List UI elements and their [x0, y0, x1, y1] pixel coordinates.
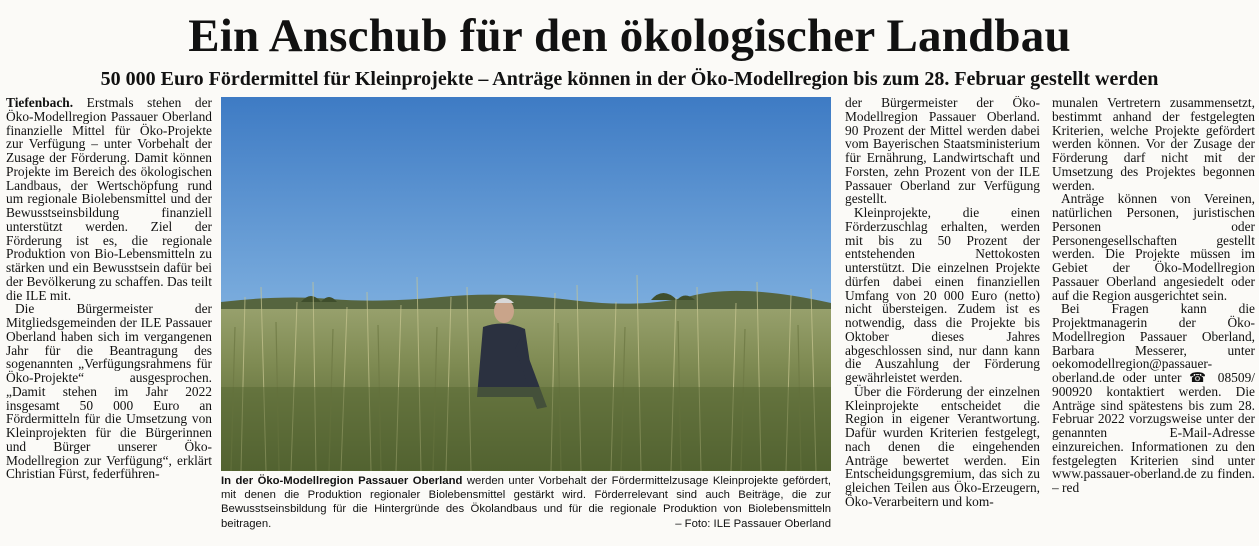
paragraph: Über die Förderung der einzelnen Kleinprojekte entscheidet die Region in eigener Verantwortung. Dafür wurden Kriterien festgelegt, nach denen die eingehenden Anträge bewertet werden. Ein Entscheidungsgremium, das sich zu gleichen Teilen aus Öko-Erzeugern, Öko-Verarbeitern und kom- — [845, 383, 1040, 509]
paragraph: Kleinprojekte, die einen Förderzuschlag erhalten, werden mit bis zu 50 Prozent der entstehenden Nettokosten unterstützt. Die einzelnen Projekte dürfen dabei einen finanziellen Umfang von 20 000 Euro (netto) nicht übersteigen. Zudem ist es notwendig, dass die Projekte bis Oktober dieses Jahres abgeschlossen sind, nur dann kann die Auszahlung der Förderung gewährleistet werden. — [845, 205, 1040, 385]
caption-lead: In der Öko-Modellregion Passauer Oberland — [221, 475, 463, 487]
grain-field-photo — [221, 97, 831, 471]
paragraph: Die Bürgermeister der Mitgliedsgemeinden der ILE Passauer Oberland haben sich im vergangenen Jahr für die Beantragung des sogenannten „Verfügungsrahmens für Öko-Projekte“ ausgesprochen. „Damit stehen im Jahr 2022 insgesamt 50 000 Euro an Fördermitteln für die Umsetzung von Kleinprojekten für die Bürgerinnen und Bürger unserer Öko-Modellregion zur Verfügung“, erklärt Christian Fürst, federführen- — [6, 301, 212, 482]
text-column-4 — [1052, 96, 1255, 546]
article-photo — [221, 97, 831, 471]
caption-text: werden unter Vorbehalt der Fördermittelzusage Kleinprojekte gefördert, mit denen die Produktion regionaler Biolebensmittel gestärkt wird. Förderrelevant sind auch Beiträge, die zur Bewusstseinsbildung für die Hintergründe des Ökolandbaus und für die regionale Produktion von Biolebensmitteln beitragen. — [221, 475, 831, 530]
paragraph — [6, 96, 212, 302]
text-column-1 — [6, 96, 212, 546]
subheadline: 50 000 Euro Fördermittel für Kleinprojekte – Anträge können in der Öko-Modellregion bis zum 28. Februar gestellt werden — [100, 68, 1159, 90]
paragraph — [1052, 302, 1255, 495]
photo-caption — [221, 474, 831, 544]
paragraph: munalen Vertretern zusammensetzt, bestimmt anhand der festgelegten Kriterien, welche Projekte gefördert werden können. Vor der Zusage der Förderung darf nicht mit der Umsetzung des Projektes begonnen werden. — [1052, 96, 1255, 193]
paragraph-text: Bei Fragen kann die Projektmanagerin der Öko-Modellregion Passauer Oberland, Barbara Messerer, unter oekomodellregion@passauer-oberland.de oder unter ☎ 08509/ 900920 kontaktiert werden. Die Anträge sind spätestens bis zum 28. Februar 2022 vorzugsweise unter der genannten E-Mail-Adresse einzureichen. Informationen zu den festgelegten Kriterien sind unter www.passauer-oberland.de zu finden. — [1052, 301, 1255, 482]
author-signoff: – red — [1052, 480, 1080, 495]
paragraph: der Bürgermeister der Öko-Modellregion Passauer Oberland. 90 Prozent der Mittel werden dabei vom Bayerischen Staatsministerium für Ernährung, Landwirtschaft und Forsten, zehn Prozent von der ILE Passauer Oberland zur Verfügung gestellt. — [845, 96, 1040, 207]
headline: Ein Anschub für den ökologischer Landbau — [188, 10, 1071, 62]
dateline: Tiefenbach. — [6, 96, 74, 110]
paragraph: Anträge können von Vereinen, natürlichen Personen, juristischen Personen oder Personengesellschaften gestellt werden. Die Projekte müssen im Gebiet der Öko-Modellregion Passauer Oberland angesiedelt oder auf die Region ausgerichtet sein. — [1052, 191, 1255, 303]
photo-credit: – Foto: ILE Passauer Oberland — [675, 517, 831, 530]
paragraph-text: Erstmals stehen der Öko-Modellregion Passauer Oberland finanzielle Mittel für Öko-Projekte zur Verfügung – unter Vorbehalt der Zusage der Förderung. Damit können Projekte im Bereich des ökologischen Landbaus, der Wertschöpfung rund um regionale Biolebensmittel und der Bewusstseinsbildung finanziell unterstützt werden. Ziel der Förderung ist es, die regionale Produktion von Bio-Lebensmitteln zu stärken und ein Bewusstsein dafür bei der Bevölkerung zu schaffen. Das teilt die ILE mit. — [6, 96, 212, 303]
text-column-3 — [845, 96, 1040, 546]
